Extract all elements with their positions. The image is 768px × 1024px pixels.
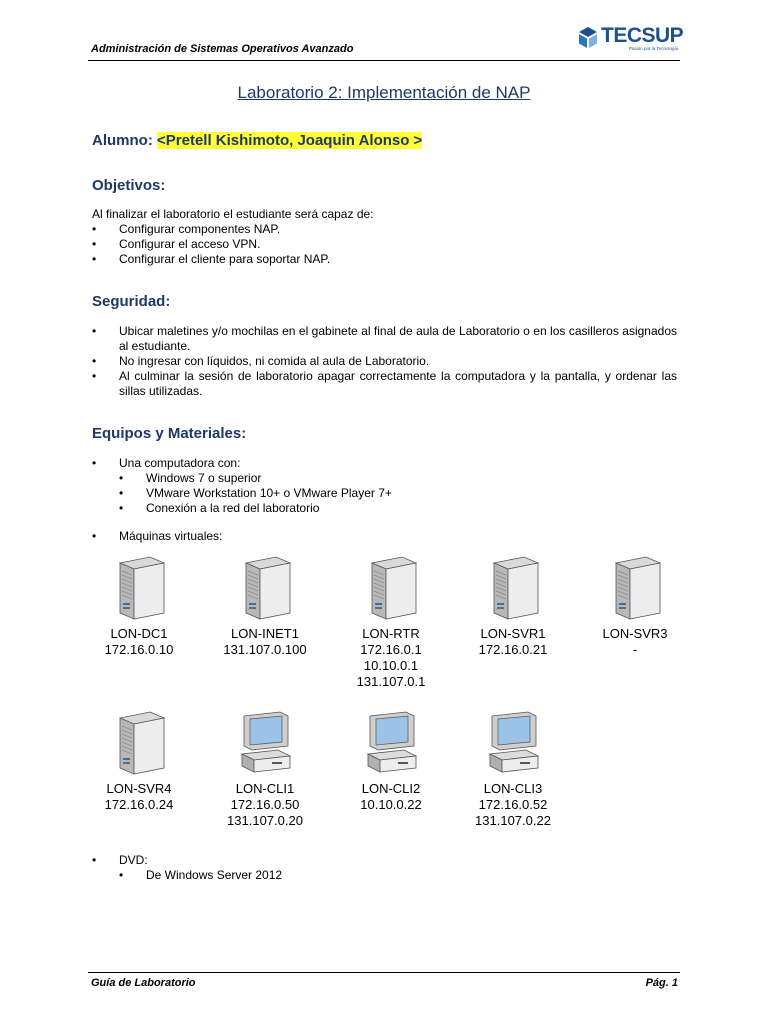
footer-guide-label: Guía de Laboratorio (91, 977, 196, 989)
student-name: <Pretell Kishimoto, Joaquin Alonso > (157, 132, 423, 149)
equipos-section (92, 456, 677, 516)
machine-name: LON-CLI3 (483, 781, 543, 796)
machine-card (202, 555, 328, 658)
machine-ip: 172.16.0.52 (478, 797, 548, 812)
server-icon (202, 555, 328, 621)
machine-ip: 10.10.0.22 (360, 797, 422, 812)
list-item: • VMware Workstation 10+ o VMware Player 7+ (119, 486, 677, 501)
machine-ip: 131.107.0.100 (223, 642, 307, 657)
list-item: • No ingresar con líquidos, ni comida al aula de Laboratorio. (92, 354, 677, 369)
machine-ip: 131.107.0.1 (356, 674, 426, 689)
tecsup-logo (575, 22, 684, 54)
seguridad-list (92, 324, 677, 399)
list-item: • Windows 7 o superior (119, 471, 677, 486)
machine-card (76, 555, 202, 658)
machine-ip: 131.107.0.20 (227, 813, 303, 828)
machine-card (328, 555, 454, 690)
machine-ip: 172.16.0.24 (104, 797, 174, 812)
server-icon (76, 710, 202, 776)
machine-name: LON-DC1 (110, 626, 168, 641)
machine-ip: 172.16.0.10 (104, 642, 174, 657)
list-item (92, 456, 677, 516)
machine-ip: 10.10.0.1 (363, 658, 419, 673)
page-number: Pág. 1 (645, 977, 678, 989)
machine-ip: - (632, 642, 638, 657)
server-icon (572, 555, 698, 621)
student-label: Alumno: (92, 132, 153, 149)
machine-ip: 172.16.0.21 (478, 642, 548, 657)
machine-card (572, 555, 698, 658)
list-item: • Al culminar la sesión de laboratorio apagar correctamente la computadora y la pantalla, y ordenar las sillas utilizadas. (92, 369, 677, 399)
server-icon (76, 555, 202, 621)
list-item: • De Windows Server 2012 (119, 868, 677, 883)
footer-rule (88, 972, 680, 973)
seguridad-section (92, 324, 677, 399)
objetivos-section (92, 207, 677, 267)
list-item: • Configurar el acceso VPN. (92, 237, 677, 252)
computer-sublist (119, 471, 677, 516)
machine-ip: 131.107.0.22 (475, 813, 551, 828)
list-item: • Conexión a la red del laboratorio (119, 501, 677, 516)
objetivos-intro: Al finalizar el laboratorio el estudiante será capaz de: (92, 207, 374, 221)
list-item: • Configurar el cliente para soportar NAP. (92, 252, 677, 267)
equipos-list (92, 456, 677, 516)
machine-card (328, 710, 454, 813)
seguridad-heading: Seguridad: (92, 293, 171, 310)
machine-name: LON-SVR1 (480, 626, 546, 641)
machine-name: LON-SVR4 (106, 781, 172, 796)
machine-card (450, 710, 576, 829)
machine-card (450, 555, 576, 658)
machine-name: LON-CLI1 (235, 781, 295, 796)
logo-text: TECSUP (601, 24, 684, 47)
objetivos-heading: Objetivos: (92, 177, 166, 194)
machine-name: LON-CLI2 (361, 781, 421, 796)
dvd-section (92, 853, 677, 883)
student-line (92, 132, 422, 149)
machine-name: LON-INET1 (231, 626, 299, 641)
machine-name: LON-SVR3 (602, 626, 668, 641)
equipos-heading: Equipos y Materiales: (92, 425, 247, 442)
logo-mark-icon (575, 25, 601, 51)
list-item: • Configurar componentes NAP. (92, 222, 677, 237)
machine-ip: 172.16.0.50 (230, 797, 300, 812)
objetivos-list (92, 222, 677, 267)
machine-ip: 172.16.0.1 (360, 642, 422, 657)
logo-tagline: Pasión por la Tecnología (629, 46, 679, 51)
list-item: • Ubicar maletines y/o mochilas en el gabinete al final de aula de Laboratorio o en los casilleros asignados al estudiante. (92, 324, 677, 354)
page-title: Laboratorio 2: Implementación de NAP (237, 83, 531, 102)
header-rule (88, 60, 680, 61)
vm-label: • Máquinas virtuales: (92, 529, 677, 544)
workstation-icon (450, 710, 576, 776)
machine-name: LON-RTR (362, 626, 420, 641)
server-icon (450, 555, 576, 621)
vm-section (92, 529, 677, 544)
computer-label: Una computadora con: (119, 456, 241, 470)
server-icon (328, 555, 454, 621)
header-course-title: Administración de Sistemas Operativos Avanzado (91, 43, 354, 55)
workstation-icon (328, 710, 454, 776)
list-item (92, 853, 677, 883)
dvd-label: DVD: (119, 853, 148, 867)
machine-card (76, 710, 202, 813)
machine-card (202, 710, 328, 829)
workstation-icon (202, 710, 328, 776)
